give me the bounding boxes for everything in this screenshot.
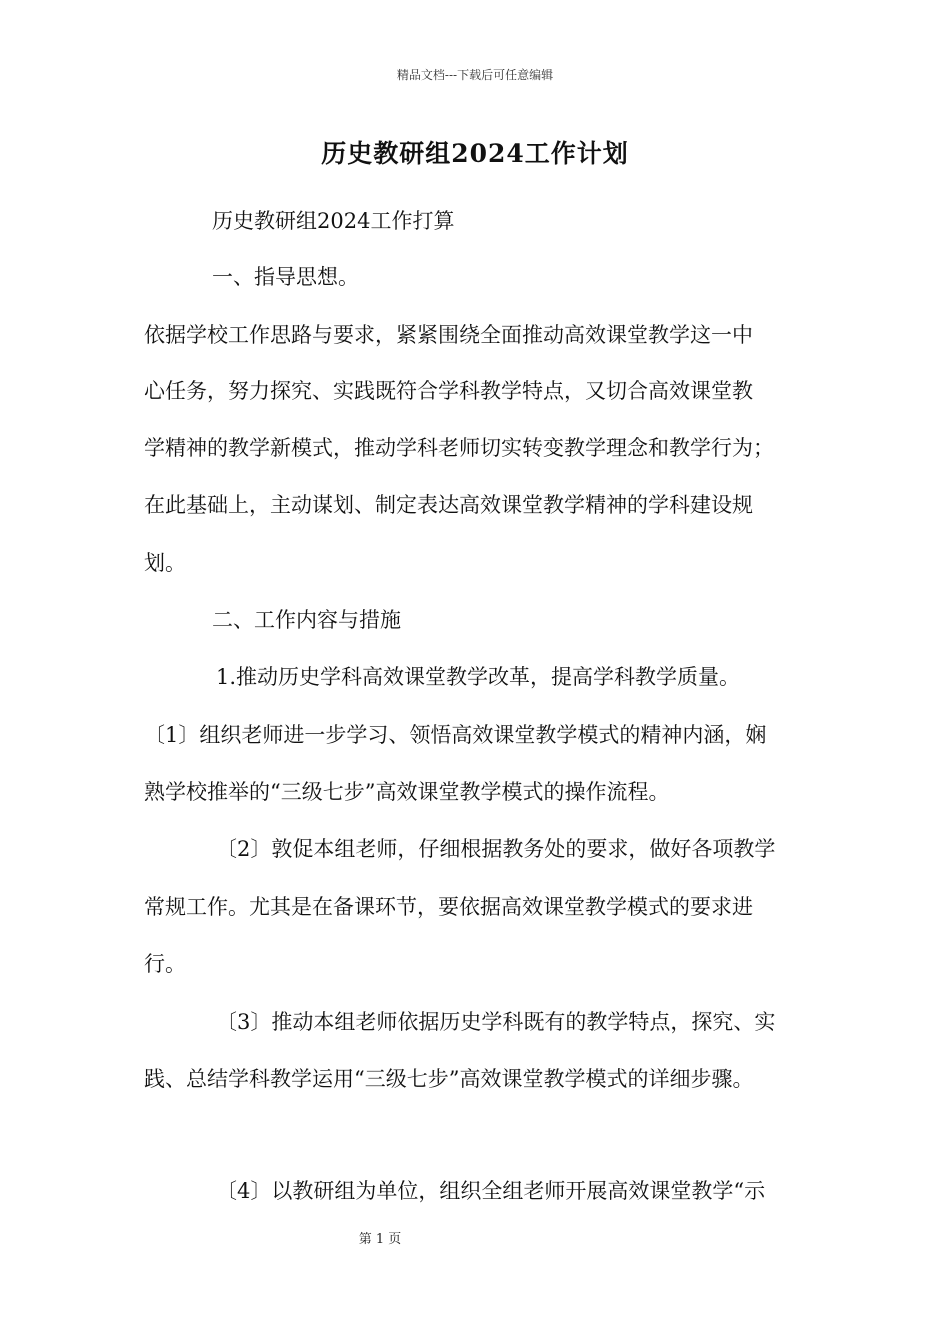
subtitle-line: 历史教研组2024工作打算: [212, 209, 455, 233]
section-heading-2: 二、工作内容与措施: [212, 608, 401, 632]
paragraph-line: 划。: [144, 551, 186, 575]
paragraph-line: 熟学校推举的“三级七步”高效课堂教学模式的操作流程。: [144, 780, 670, 804]
paragraph-line: 依据学校工作思路与要求，紧紧围绕全面推动高效课堂教学这一中: [144, 323, 753, 347]
paragraph-line: 践、总结学科教学运用“三级七步”高效课堂教学模式的详细步骤。: [144, 1067, 754, 1091]
paragraph-line: 学精神的教学新模式，推动学科老师切实转变教学理念和教学行为；: [144, 436, 774, 460]
paragraph-line: 〔2〕敦促本组老师，仔细根据教务处的要求，做好各项教学: [216, 837, 776, 861]
item-heading-1: 1.推动历史学科高效课堂教学改革，提高学科教学质量。: [216, 665, 741, 689]
section-heading-1: 一、指导思想。: [212, 265, 359, 289]
paragraph-line: 行。: [144, 952, 186, 976]
paragraph-line: 心任务，努力探究、实践既符合学科教学特点，又切合高效课堂教: [144, 379, 753, 403]
paragraph-line: 在此基础上，主动谋划、制定表达高效课堂教学精神的学科建设规: [144, 493, 753, 517]
paragraph-line: 〔1〕组织老师进一步学习、领悟高效课堂教学模式的精神内涵，娴: [144, 723, 767, 747]
page-number: 第 1 页: [358, 1232, 402, 1247]
paragraph-line: 〔3〕推动本组老师依据历史学科既有的教学特点，探究、实: [216, 1010, 776, 1034]
paragraph-line: 常规工作。尤其是在备课环节，要依据高效课堂教学模式的要求进: [144, 895, 753, 919]
header-note: 精品文档---下载后可任意编辑: [396, 68, 554, 82]
document-title: 历史教研组2024工作计划: [321, 139, 629, 168]
paragraph-line: 〔4〕以教研组为单位，组织全组老师开展高效课堂教学“示: [216, 1179, 766, 1203]
